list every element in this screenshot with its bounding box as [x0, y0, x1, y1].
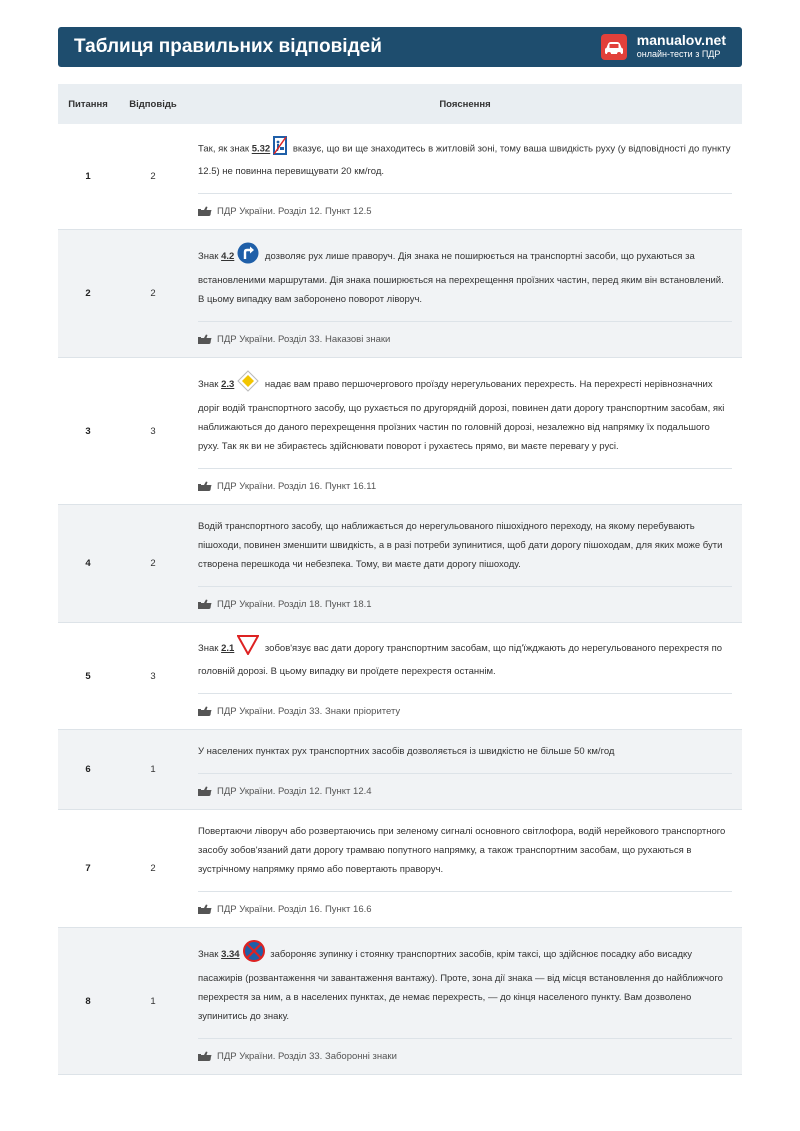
table-row [58, 730, 742, 810]
explanation-text [198, 928, 732, 1039]
col-explanation-header: Пояснення [188, 84, 742, 124]
rule-reference-text: ПДР України. Розділ 16. Пункт 16.11 [217, 481, 377, 492]
explanation-cell [188, 358, 742, 505]
pointing-hand-icon [198, 904, 212, 914]
page-header [58, 27, 742, 67]
question-number: 7 [85, 863, 91, 874]
pointing-hand-icon [198, 599, 212, 609]
explanation-text-pre: Знак [198, 379, 222, 391]
explanation-text-pre: Знак [198, 949, 222, 961]
table-row [58, 124, 742, 230]
rule-reference[interactable] [198, 1039, 732, 1074]
explanation-cell [188, 230, 742, 358]
turn-right-sign-icon [237, 242, 259, 271]
answer-number: 2 [150, 171, 156, 182]
explanation-text-pre: Знак [198, 251, 222, 263]
rule-reference-text: ПДР України. Розділ 12. Пункт 12.5 [217, 206, 372, 217]
table-row [58, 230, 742, 358]
rule-reference[interactable] [198, 587, 732, 622]
brand-name: manualov.net [636, 32, 726, 48]
sign-code-link[interactable]: 3.34 [221, 949, 240, 961]
explanation-cell [188, 623, 742, 730]
table-header-row [58, 84, 742, 124]
col-answer-header: Відповідь [118, 84, 188, 124]
pointing-hand-icon [198, 481, 212, 491]
explanation-text [198, 358, 732, 469]
answers-table [58, 84, 742, 1075]
answer-number: 1 [150, 995, 156, 1007]
explanation-text-pre: Так, як знак [198, 143, 252, 155]
question-number: 2 [85, 288, 91, 299]
pointing-hand-icon [198, 706, 212, 716]
sign-code-link[interactable]: 5.32 [251, 143, 271, 155]
explanation-text-post: зобов'язує вас дати дорогу транспортним засобам, що під'їжджають до нерегульованого перехрестя по головній дорозі. В цьому випадку ви проїдете перехрестя останнім. [198, 643, 723, 677]
explanation-text [198, 230, 732, 322]
rule-reference-text: ПДР України. Розділ 33. Знаки пріоритету [217, 706, 401, 717]
table-row [58, 810, 742, 928]
explanation-text-pre: У населених пунктах рух транспортних засобів дозволяється із швидкістю не більше 50 км/год [198, 746, 615, 757]
rule-reference-text: ПДР України. Розділ 33. Заборонні знаки [217, 1051, 397, 1062]
no-stopping-sign-icon [243, 940, 265, 969]
explanation-text-pre: Знак [198, 643, 222, 655]
car-logo-icon [601, 34, 627, 60]
explanation-text-post: вказує, що ви ще знаходитесь в житловій зоні, тому ваша швидкість руху (у відповідності до пункту 12.5) не повинна перевищувати 20 км/год. [198, 143, 731, 177]
rule-reference[interactable] [198, 469, 732, 504]
rule-reference[interactable] [198, 694, 732, 729]
explanation-cell [188, 810, 742, 928]
give-way-sign-icon [237, 635, 259, 662]
table-row [58, 623, 742, 730]
brand[interactable] [637, 32, 726, 64]
sign-code-link[interactable]: 2.1 [221, 643, 235, 655]
pointing-hand-icon [198, 206, 212, 216]
explanation-text-post: надає вам право першочергового проїзду нерегульованих перехресть. На перехресті нерівнозначних доріг водій транспортного засобу, що рухається по другорядній дорозі, повинен дати дорогу транспортним засобам, які наближаються до даного перехрещення проїзних частин по головній дорозі, незалежно від напрямку їх подальшого руху. Так як ви не збираєтесь здійснювати поворот і рухаєтесь прямо, ви маєте перевагу у русі. [198, 379, 725, 452]
question-number: 5 [85, 670, 91, 682]
explanation-text [198, 124, 732, 194]
explanation-text [198, 505, 732, 587]
answer-number: 2 [150, 863, 156, 874]
explanation-cell [188, 928, 742, 1075]
answer-number: 1 [150, 764, 156, 775]
rule-reference-text: ПДР України. Розділ 16. Пункт 16.6 [217, 904, 372, 915]
question-number: 8 [85, 995, 91, 1007]
rule-reference-text: ПДР України. Розділ 33. Наказові знаки [217, 334, 391, 345]
col-question-header: Питання [58, 84, 118, 124]
rule-reference[interactable] [198, 322, 732, 357]
residential-zone-end-sign-icon [273, 136, 287, 162]
answer-number: 3 [150, 670, 156, 682]
pointing-hand-icon [198, 334, 212, 344]
explanation-cell [188, 730, 742, 810]
question-number: 4 [85, 558, 91, 569]
question-number: 1 [85, 171, 91, 182]
answer-number: 3 [150, 425, 156, 437]
explanation-text-post: дозволяє рух лише праворуч. Дія знака не поширюється на транспортні засоби, що рухаються за встановленими маршрутами. Дія знака поширюється на перехрещення проїзних частин, перед яким він встановлений. В цьому випадку вам заборонено поворот ліворуч. [198, 251, 724, 305]
table-row [58, 358, 742, 505]
answer-number: 2 [150, 288, 156, 299]
explanation-cell [188, 124, 742, 230]
pointing-hand-icon [198, 1051, 212, 1061]
rule-reference[interactable] [198, 892, 732, 927]
explanation-text [198, 623, 732, 694]
explanation-text-pre: Повертаючи ліворуч або розвертаючись при зеленому сигналі основного світлофора, водій нерейкового транспортного засобу зобов'язаний дати дорогу трамваю попутного напрямку, а також транспортним засобам, що рухаються в зустрічному напрямку прямо або повертають праворуч. [198, 826, 726, 875]
rule-reference-text: ПДР України. Розділ 18. Пункт 18.1 [217, 599, 372, 610]
sign-code-link[interactable]: 4.2 [221, 251, 235, 263]
explanation-text [198, 810, 732, 892]
explanation-text [198, 730, 732, 774]
rule-reference[interactable] [198, 774, 732, 809]
table-row [58, 505, 742, 623]
page-title: Таблиця правильних відповідей [74, 36, 382, 57]
explanation-text-pre: Водій транспортного засобу, що наближається до нерегульованого пішохідного переходу, на якому перебувають пішоходи, повинен зменшити швидкість, а в разі потреби зупинитися, щоб дати дорогу пішоходам, для яких може бути створена перешкода чи небезпека. Тому, ви маєте дати дорогу пішоходу. [198, 521, 723, 570]
explanation-cell [188, 505, 742, 623]
rule-reference-text: ПДР України. Розділ 12. Пункт 12.4 [217, 786, 372, 797]
sign-code-link[interactable]: 2.3 [221, 379, 235, 391]
explanation-text-post: забороняє зупинку і стоянку транспортних засобів, крім таксі, що здійснює посадку або висадку пасажирів (розвантаження чи завантаження вантажу). Проте, зона дії знака — від місця встановлення до найближчого перехрестя за ним, а в населених пунктах, де немає перехресть, — до кінця населеного пункту. Вам дозволено зупинитись до знаку. [198, 949, 723, 1022]
brand-subtitle: онлайн-тести з ПДР [636, 49, 721, 59]
question-number: 3 [85, 425, 91, 437]
table-row [58, 928, 742, 1075]
answer-number: 2 [150, 558, 156, 569]
question-number: 6 [85, 764, 91, 775]
pointing-hand-icon [198, 786, 212, 796]
main-road-sign-icon [237, 370, 259, 399]
rule-reference[interactable] [198, 194, 732, 229]
